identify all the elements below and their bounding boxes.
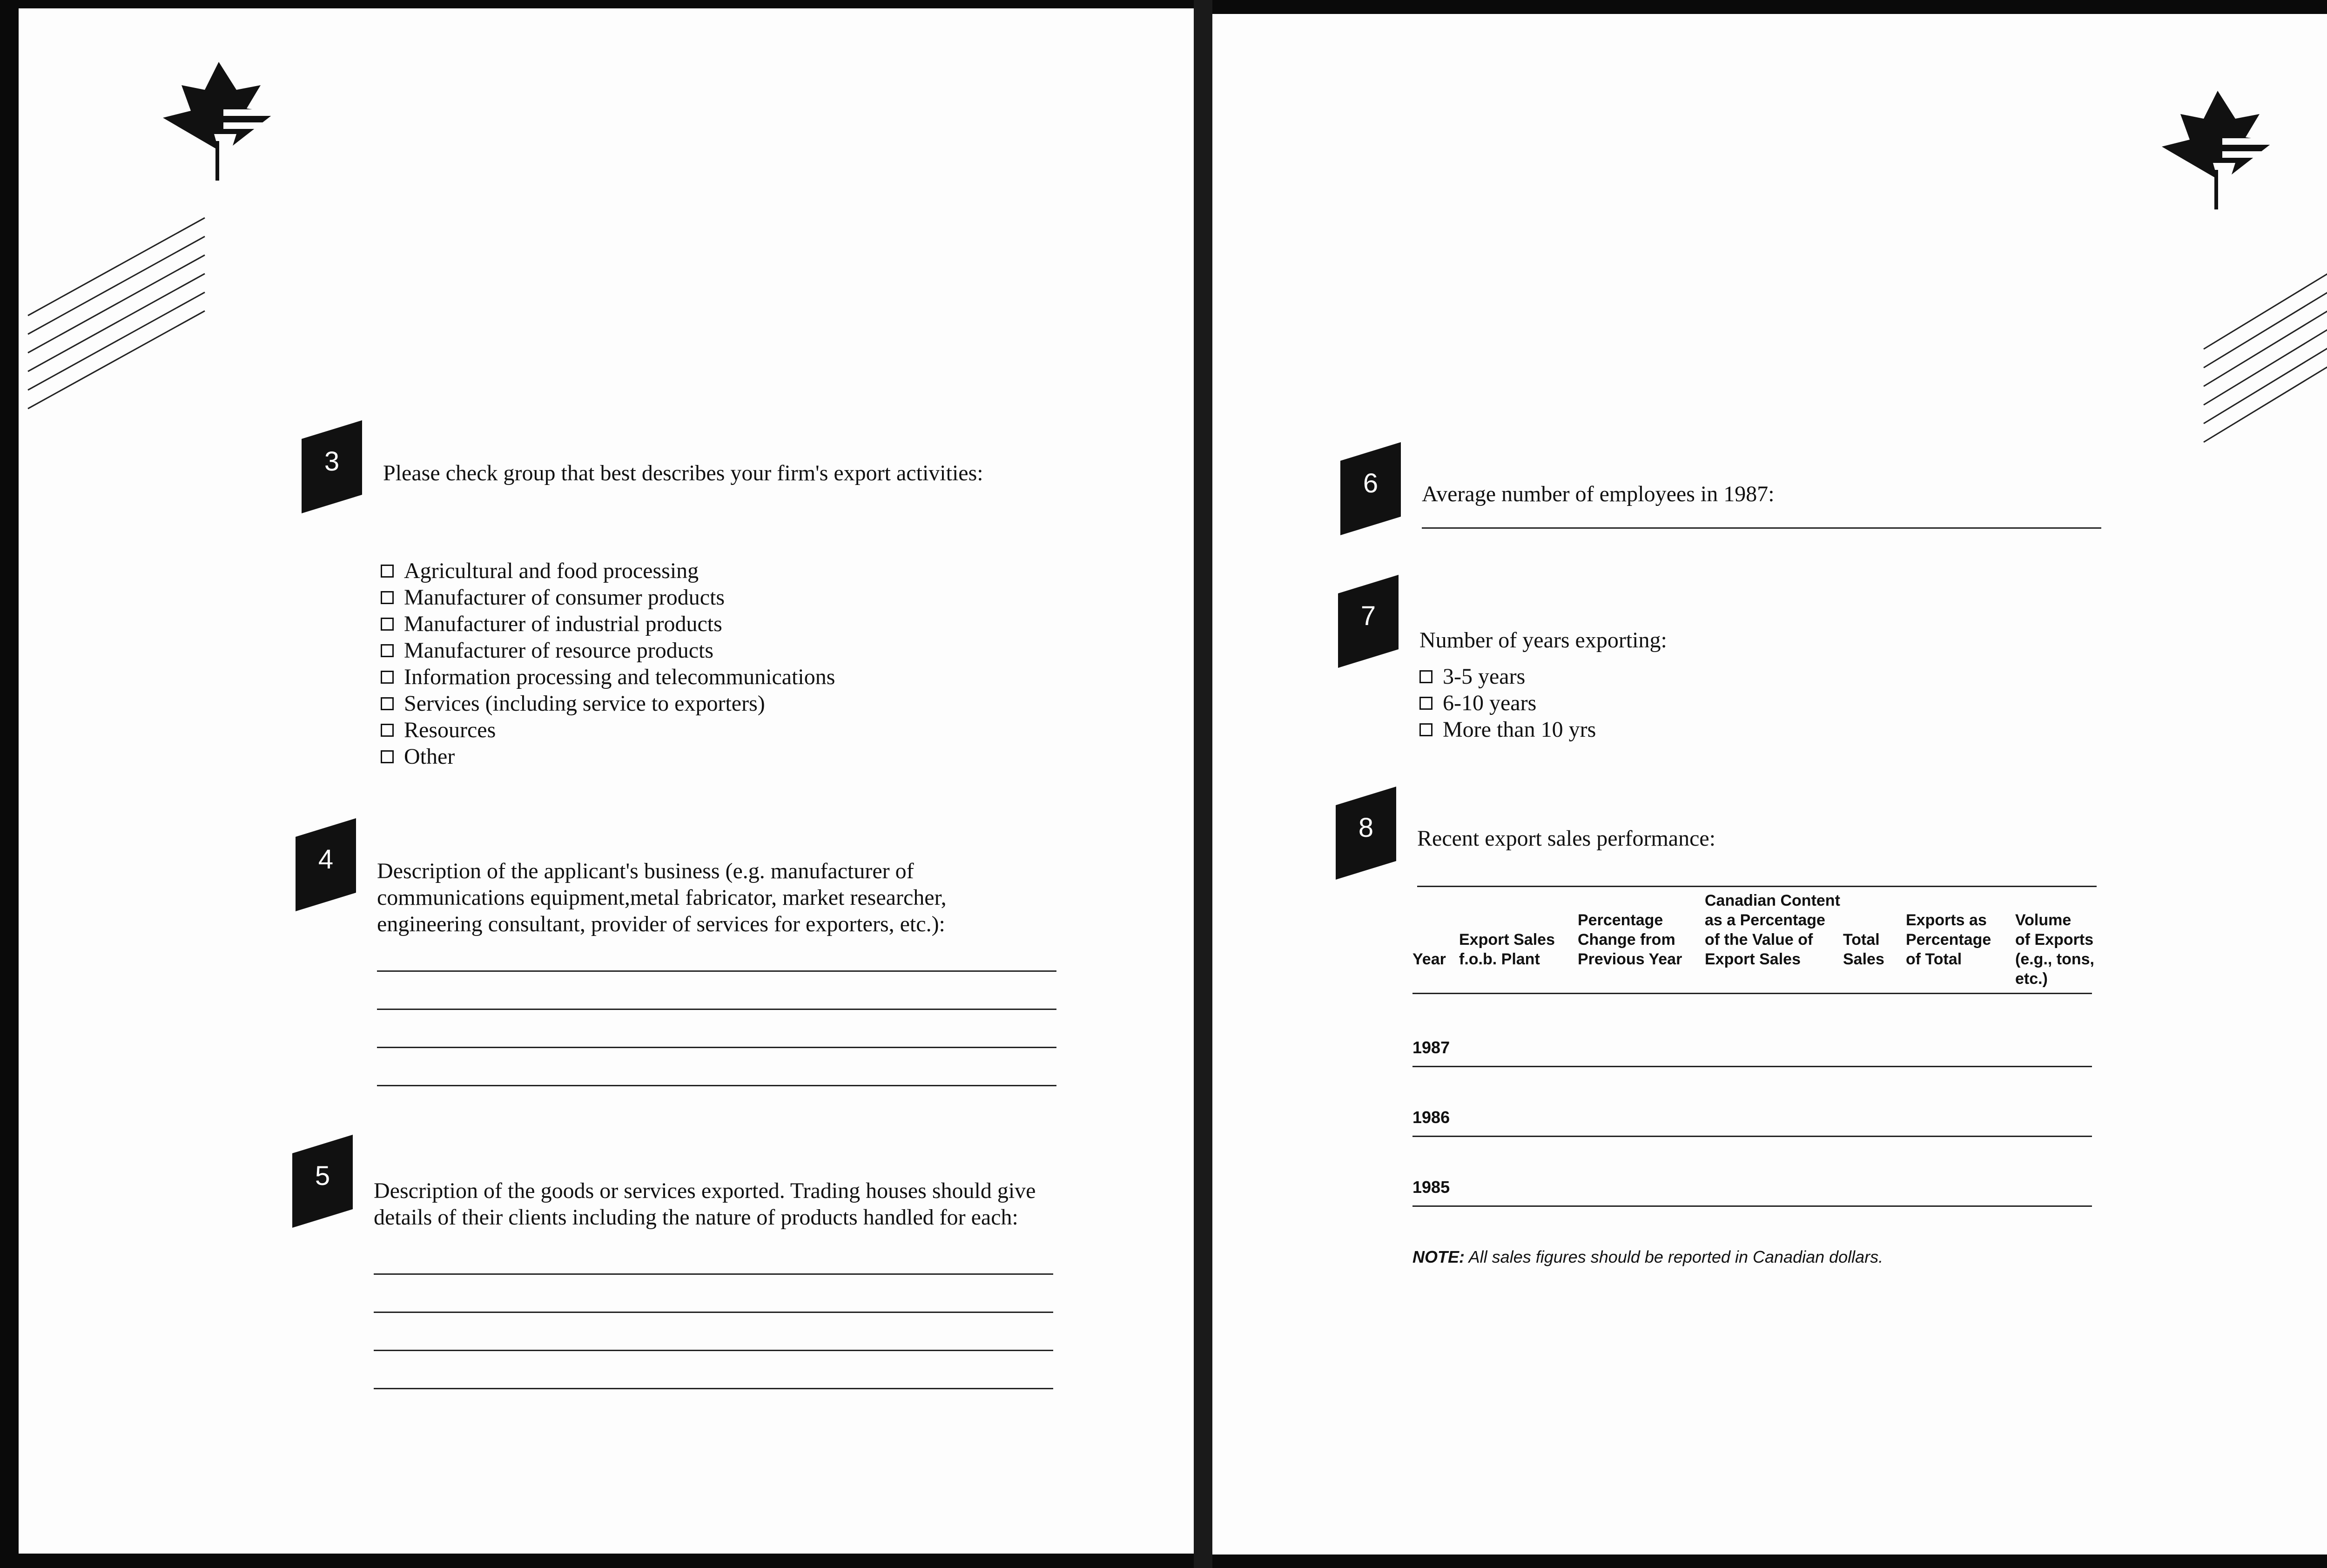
row-year-1987: 1987 — [1412, 1038, 1450, 1057]
q8-prompt: Recent export sales performance: — [1417, 826, 1716, 851]
checkbox[interactable] — [381, 565, 394, 578]
q7-number-badge — [1338, 575, 1399, 668]
q8-number-badge — [1336, 787, 1396, 880]
checkbox[interactable] — [381, 750, 394, 763]
row-year-1985: 1985 — [1412, 1178, 1450, 1197]
q5-answer-line[interactable] — [374, 1273, 1053, 1275]
q3-option-services[interactable]: Services (including service to exporters) — [381, 690, 835, 717]
q5-answer-line[interactable] — [374, 1312, 1053, 1313]
q3-option-industrial[interactable]: Manufacturer of industrial products — [381, 611, 835, 637]
q5-prompt: Description of the goods or services exported. Trading houses should give details of their clients including the nature of products handled for each: — [374, 1178, 1036, 1230]
checkbox[interactable] — [381, 644, 394, 657]
q5-answer-line[interactable] — [374, 1388, 1053, 1389]
q5-number-badge — [292, 1135, 353, 1228]
q7-option-10-plus[interactable]: More than 10 yrs — [1419, 716, 1596, 743]
decorative-stripes — [19, 204, 214, 427]
col-header-total-sales: Total Sales — [1843, 931, 1884, 968]
q4-answer-line[interactable] — [377, 1009, 1056, 1010]
maple-leaf-logo — [2152, 86, 2283, 216]
col-header-volume: Volume of Exports (e.g., tons, etc.) — [2015, 911, 2094, 988]
q4-answer-line[interactable] — [377, 1085, 1056, 1086]
note-label: NOTE: — [1412, 1247, 1465, 1266]
q4-number-badge — [296, 818, 356, 911]
q6-prompt: Average number of employees in 1987: — [1422, 482, 1775, 506]
checkbox[interactable] — [381, 591, 394, 604]
q3-option-resource-products[interactable]: Manufacturer of resource products — [381, 637, 835, 664]
table-row-line[interactable] — [1412, 1066, 2092, 1067]
q3-option-consumer[interactable]: Manufacturer of consumer products — [381, 584, 835, 611]
left-page — [19, 8, 1194, 1554]
q6-number-badge — [1340, 442, 1401, 535]
checkbox[interactable] — [1419, 670, 1433, 683]
q3-option-resources[interactable]: Resources — [381, 717, 835, 743]
q3-option-agri[interactable]: Agricultural and food processing — [381, 558, 835, 584]
q3-options — [381, 558, 835, 770]
binding-gutter — [1194, 0, 1212, 1568]
q3-prompt: Please check group that best describes your firm's export activities: — [383, 461, 983, 485]
checkbox[interactable] — [1419, 723, 1433, 736]
col-header-year: Year — [1412, 950, 1446, 968]
row-year-1986: 1986 — [1412, 1108, 1450, 1127]
q4-number: 4 — [318, 844, 334, 875]
checkbox[interactable] — [381, 671, 394, 684]
q4-answer-line[interactable] — [377, 1047, 1056, 1048]
table-top-rule — [1417, 886, 2097, 887]
maple-leaf-logo — [154, 57, 284, 188]
q7-option-3-5[interactable]: 3-5 years — [1419, 663, 1596, 690]
q3-option-other[interactable]: Other — [381, 743, 835, 770]
table-row-line[interactable] — [1412, 1136, 2092, 1137]
q7-option-6-10[interactable]: 6-10 years — [1419, 690, 1596, 716]
q6-number: 6 — [1363, 468, 1379, 498]
q7-prompt: Number of years exporting: — [1419, 628, 1667, 653]
checkbox[interactable] — [381, 724, 394, 737]
checkbox[interactable] — [1419, 697, 1433, 710]
q3-option-info[interactable]: Information processing and telecommunications — [381, 664, 835, 690]
q6-answer-line[interactable] — [1422, 527, 2101, 529]
note-text: All sales figures should be reported in Canadian dollars. — [1465, 1247, 1883, 1266]
q5-answer-line[interactable] — [374, 1350, 1053, 1351]
right-page — [1212, 14, 2327, 1555]
currency-note — [1412, 1247, 1883, 1267]
q3-number: 3 — [324, 446, 340, 477]
q4-prompt: Description of the applicant's business (e.g. manufacturer of communications equipment,metal fabricator, market researcher, engineering consultant, provider of services for exporters, etc.): — [377, 859, 947, 936]
col-header-canadian-content: Canadian Content as a Percentage of the Value of Export Sales — [1705, 892, 1840, 968]
q4-answer-line[interactable] — [377, 970, 1056, 972]
q7-number: 7 — [1360, 601, 1376, 631]
table-header-rule — [1412, 993, 2092, 994]
q7-options — [1419, 663, 1596, 743]
checkbox[interactable] — [381, 697, 394, 710]
col-header-export-sales: Export Sales f.o.b. Plant — [1459, 931, 1555, 968]
decorative-stripes — [2199, 228, 2327, 461]
col-header-percentage-change: Percentage Change from Previous Year — [1578, 911, 1682, 968]
table-row-line[interactable] — [1412, 1205, 2092, 1207]
q3-number-badge — [302, 420, 362, 513]
q5-number: 5 — [315, 1161, 330, 1191]
checkbox[interactable] — [381, 618, 394, 631]
col-header-exports-percentage: Exports as Percentage of Total — [1906, 911, 1991, 968]
q8-number: 8 — [1358, 813, 1374, 843]
